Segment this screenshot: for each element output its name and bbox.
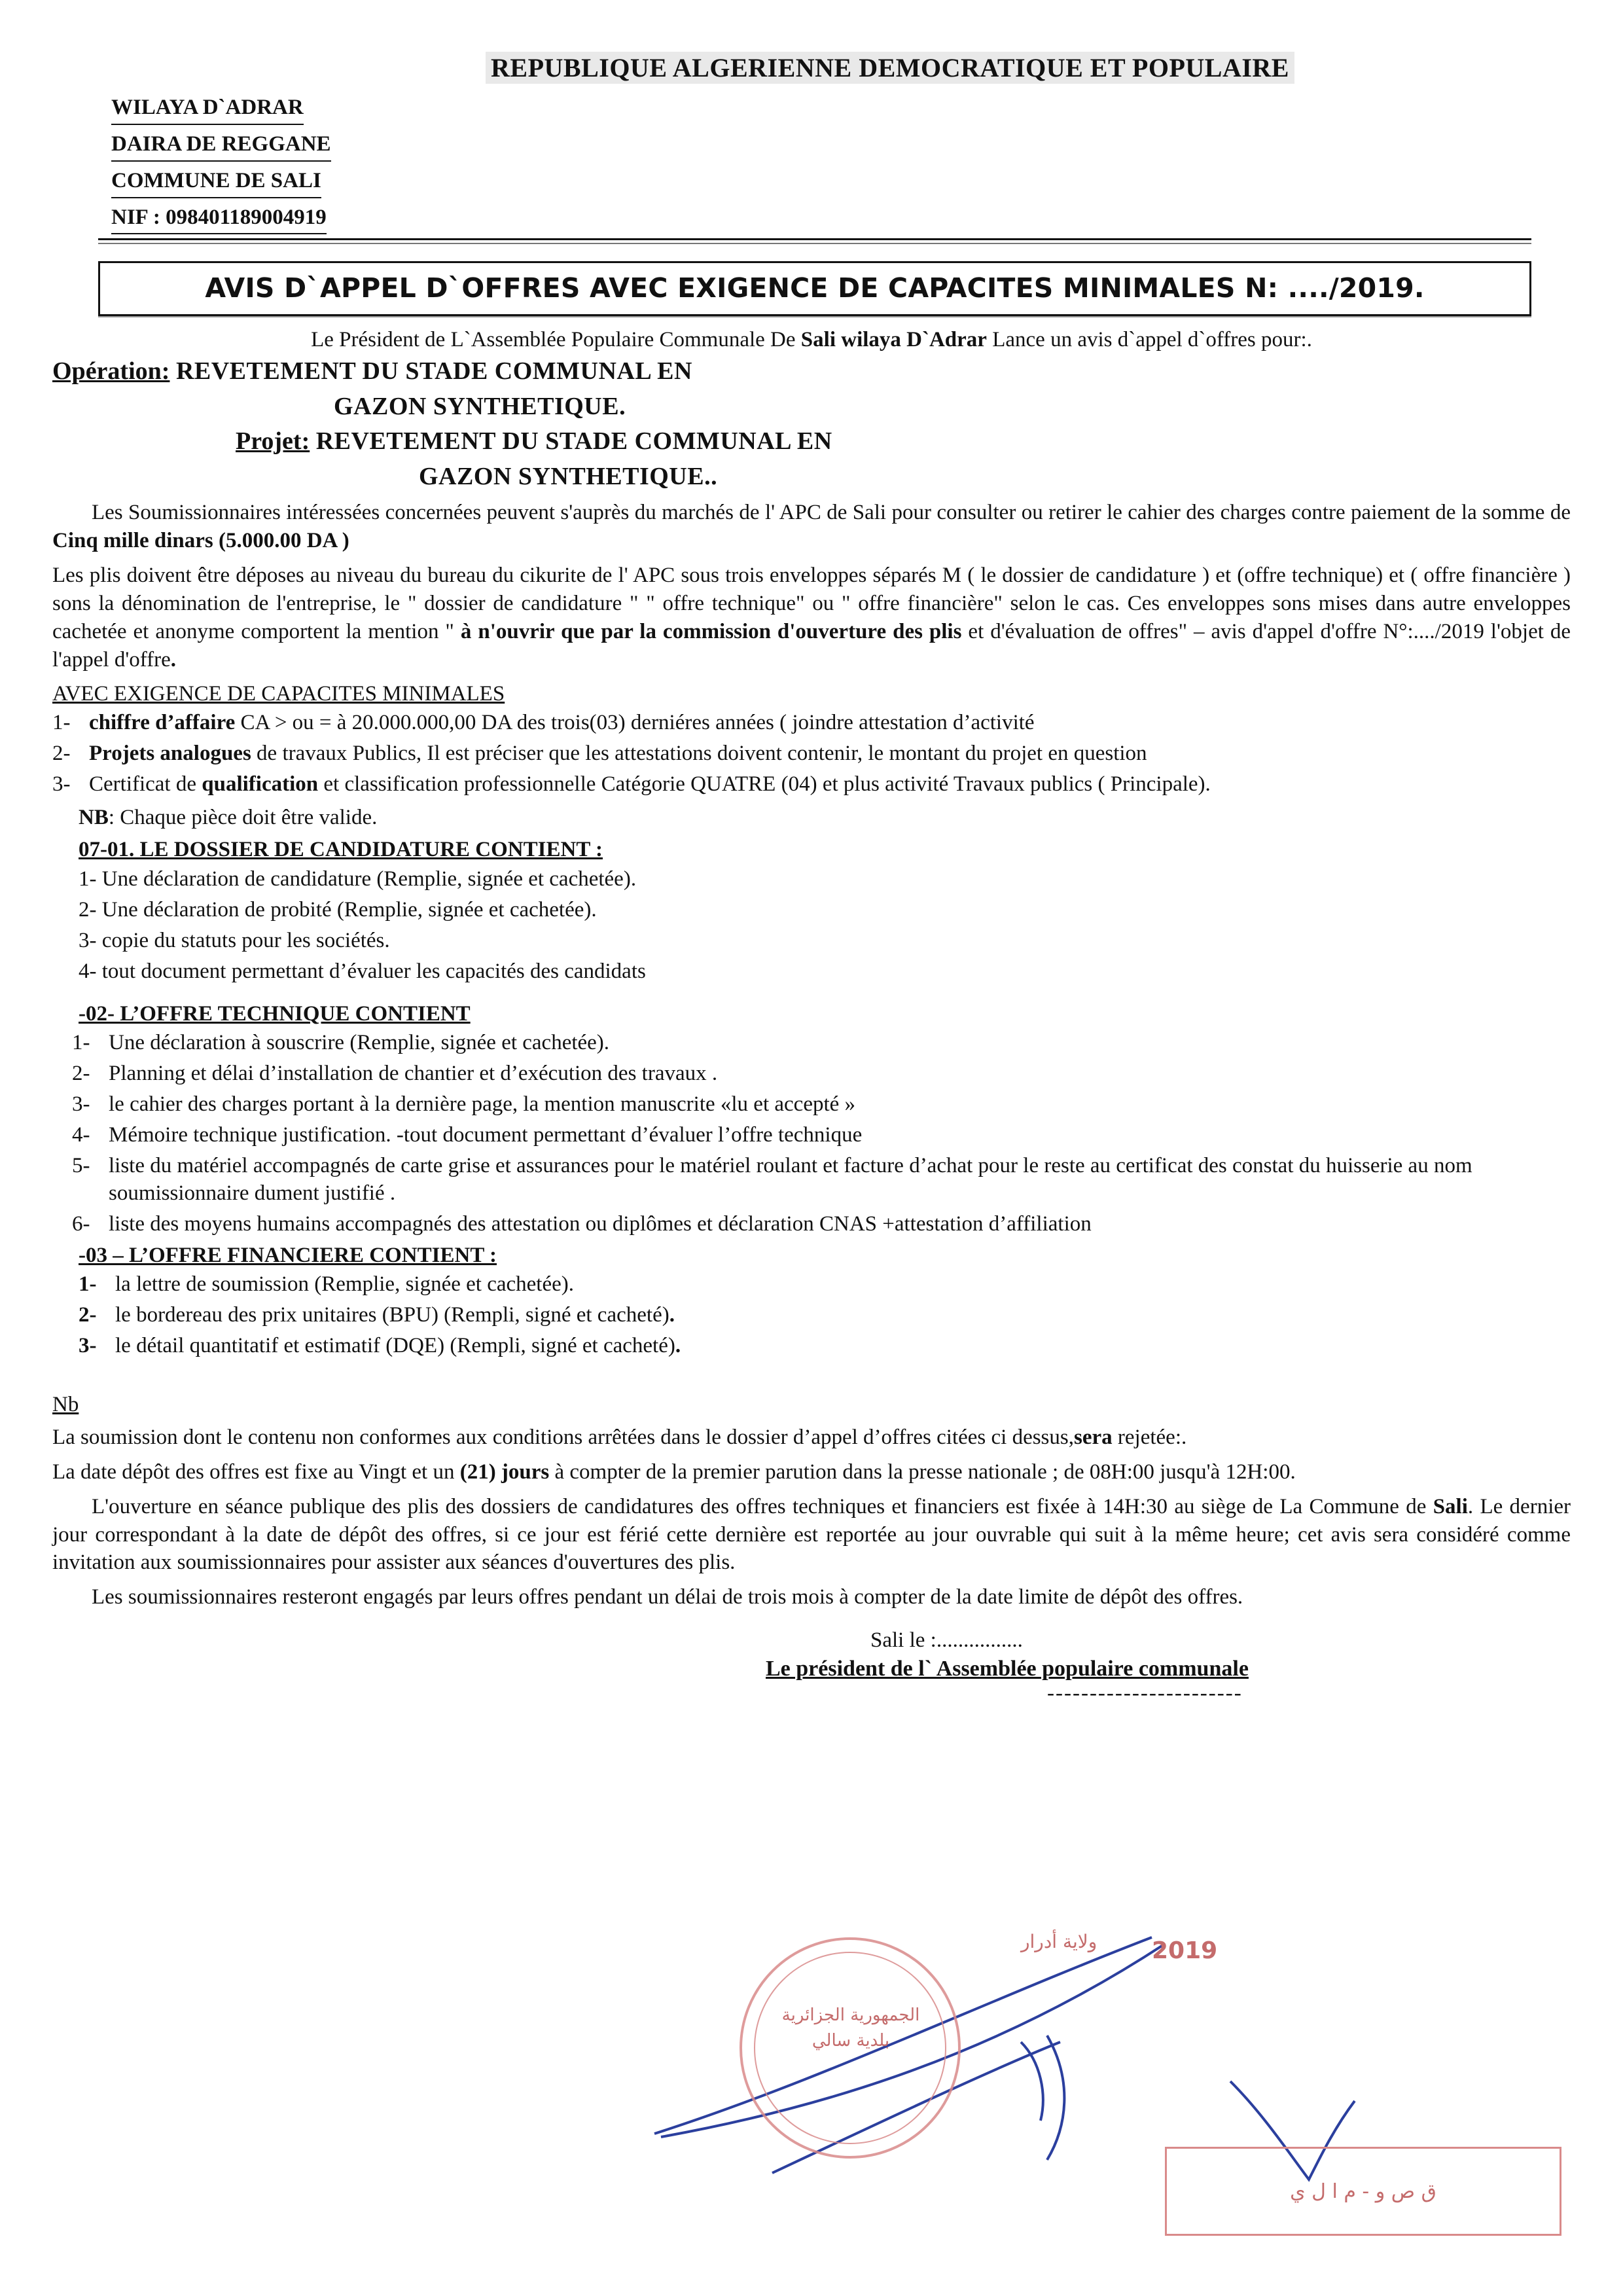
list-item (79, 1270, 1571, 1299)
list-item: 4- tout document permettant d’évaluer les capacités des candidats (79, 960, 646, 984)
list-item (52, 740, 1571, 768)
deadline-days: (21) jours (459, 1460, 550, 1484)
operation-line (52, 356, 1571, 387)
paragraph-envelopes-c: et d'évaluation de offres" – avis d'appel d'offre N°:..../2019 l'objet de l'appel d'offre (52, 620, 1571, 672)
capacites-list (52, 709, 1571, 798)
item-number: 3- (52, 772, 71, 796)
notice-title-box (98, 261, 1531, 316)
item-number: 2- (52, 741, 71, 765)
item-text: Planning et délai d’installation de chantier et d’exécution des travaux . (109, 1061, 718, 1085)
closing-paragraph-2 (52, 1458, 1571, 1486)
signature-place-date: Sali le :................ (870, 1628, 1023, 1653)
projet-line (236, 426, 1571, 457)
operation-label: Opération: (52, 357, 170, 386)
commune-name: Sali (1433, 1494, 1468, 1518)
signature-dashes: ----------------------- (1047, 1681, 1243, 1706)
closing-p3a: L'ouverture en séance publique des plis des dossiers de candidatures des offres techniques et financiers est fixée à 14H:30 au siège de La Commune de (92, 1494, 1433, 1518)
item-number: 1- (79, 1272, 97, 1297)
financiere-list (79, 1270, 1571, 1360)
list-item (52, 709, 1571, 737)
item-number: 4- (72, 1122, 90, 1147)
item-bold: Projets analogues (89, 741, 251, 765)
closing-p2c: à compter de la premier parution dans la presse nationale ; de 08H:00 jusqu'à 12H:00. (549, 1460, 1296, 1484)
projet-label: Projet: (236, 427, 310, 456)
round-stamp-line2: بلدية سالي (812, 2031, 890, 2051)
list-item (52, 770, 1571, 798)
divider-under-title (98, 316, 1531, 319)
item-text: de travaux Publics, Il est préciser que les attestations doivent contenir, le montant du projet en question (251, 741, 1147, 765)
lead-part1: Le Président de L`Assemblée Populaire Communale De (311, 328, 801, 352)
capacites-heading: AVEC EXIGENCE DE CAPACITES MINIMALES (52, 681, 505, 706)
list-item: 1- Une déclaration de candidature (Remplie, signée et cachetée). (79, 867, 637, 891)
wilaya-line: WILAYA D`ADRAR (111, 92, 304, 125)
item-text: la lettre de soumission (Remplie, signée et cachetée). (115, 1272, 574, 1297)
technique-heading: -02- L’OFFRE TECHNIQUE CONTIENT (79, 1001, 471, 1026)
paragraph-purchase (52, 499, 1571, 555)
signature-block (52, 1628, 1571, 1706)
operation-value-2: GAZON SYNTHETIQUE. (334, 392, 626, 420)
list-item: 2- Une déclaration de probité (Remplie, signée et cachetée). (79, 898, 597, 922)
item-text: liste des moyens humains accompagnés des attestation ou diplômes et déclaration CNAS +attestation d’affiliation (109, 1212, 1092, 1236)
item-tail: . (669, 1303, 675, 1327)
projet-value-1: REVETEMENT DU STADE COMMUNAL EN (315, 427, 832, 456)
operation-line-2 (334, 391, 1571, 423)
closing-nb-label: Nb (52, 1392, 79, 1416)
projet-line-2 (419, 461, 1571, 493)
paragraph-envelopes-bold: à n'ouvrir que par la commission d'ouverture des plis (460, 620, 962, 643)
stamp-arabic-top: ولاية أدرار (1021, 1931, 1097, 1952)
candidature-heading: 07-01. LE DOSSIER DE CANDIDATURE CONTIENT : (79, 838, 603, 862)
paragraph-purchase-text: Les Soumissionnaires intéressées concernées peuvent s'auprès du marchés de l' APC de Sali pour consulter ou retirer le cahier des charges contre paiement de la somme de (92, 501, 1571, 525)
stamp-year: 2019 (1152, 1937, 1218, 1964)
nif-line: NIF : 098401189004919 (111, 202, 327, 235)
nb-label: NB (79, 806, 109, 830)
paragraph-envelopes-d: . (170, 647, 177, 672)
list-item (72, 1210, 1571, 1238)
list-item (72, 1090, 1571, 1119)
item-number: 2- (79, 1303, 97, 1327)
item-tail: . (675, 1333, 681, 1357)
item-pre: Certificat de (89, 772, 202, 796)
closing-paragraph-4: Les soumissionnaires resteront engagés par leurs offres pendant un délai de trois mois à compter de la date limite de dépôt des offres. (92, 1585, 1243, 1609)
paragraph-envelopes (52, 562, 1571, 674)
item-number: 3- (72, 1092, 90, 1116)
lead-part2: Lance un avis d`appel d`offres pour:. (986, 328, 1312, 352)
item-bold: qualification (202, 772, 319, 796)
closing-p1a: La soumission dont le contenu non conformes aux conditions arrêtées dans le dossier d’appel d’offres citées ci dessus, (52, 1425, 1074, 1449)
item-text: Une déclaration à souscrire (Remplie, signée et cachetée). (109, 1030, 610, 1054)
list-item (79, 1301, 1571, 1329)
item-text: le détail quantitatif et estimatif (DQE) (Rempli, signé et cacheté) (115, 1333, 675, 1357)
republic-heading (432, 52, 1348, 83)
item-number: 1- (72, 1030, 90, 1054)
paragraph-envelopes-a: Les plis doivent être déposes au niveau du bureau du cikurite de l' APC sous trois enveloppes séparés M ( le dossier de candidature ) et (offre technique) et ( offre financière ) sons la dénomination de l'entreprise, le " dossier de candidature " " offre technique" ou " offre financière" selon le cas. Ces enveloppes sons mises dans autre enveloppes cachetée et anonyme comportent la mention " (52, 564, 1571, 643)
closing-p1b: sera (1074, 1425, 1113, 1449)
item-number: 2- (72, 1061, 90, 1085)
divider-top (98, 238, 1531, 244)
item-number: 5- (72, 1153, 90, 1177)
closing-paragraph-1 (52, 1424, 1571, 1452)
closing-p1c: rejetée (1112, 1425, 1175, 1449)
commune-line: COMMUNE DE SALI (111, 166, 321, 198)
candidature-list (79, 865, 1571, 986)
technique-list (72, 1029, 1571, 1238)
projet-value-2: GAZON SYNTHETIQUE.. (419, 462, 718, 490)
item-number: 6- (72, 1212, 90, 1236)
nb-text: : Chaque pièce doit être valide. (108, 806, 378, 830)
item-text: CA > ou = à 20.000.000,00 DA des trois(03) derniéres années ( joindre attestation d’activité (235, 710, 1035, 734)
lead-bold: Sali wilaya D`Adrar (800, 328, 987, 352)
closing-p3c: . Le dernier jour correspondant à la date de dépôt des offres, si ce jour est férié cette dernière est reportée au jour ouvrable qui suit à la même heure; cet avis sera considéré comme invitation aux soumissionnaires pour assister aux séances d'ouvertures des plis. (52, 1494, 1571, 1575)
list-item: 3- copie du statuts pour les sociétés. (79, 929, 390, 953)
round-stamp-text (759, 2003, 942, 2054)
signature-title: Le président de l` Assemblée populaire communale (766, 1657, 1249, 1681)
closing-p2a: La date dépôt des offres est fixe au Vingt et un (52, 1460, 460, 1484)
item-text: le cahier des charges portant à la dernière page, la mention manuscrite «lu et accepté » (109, 1092, 856, 1116)
list-item (79, 1332, 1571, 1360)
list-item (72, 1060, 1571, 1088)
operation-value-1: REVETEMENT DU STADE COMMUNAL EN (175, 357, 692, 386)
list-item (72, 1121, 1571, 1149)
rectangular-stamp: ق ص و - م ا ل ي (1165, 2147, 1561, 2236)
financiere-heading: -03 – L’OFFRE FINANCIERE CONTIENT : (79, 1244, 497, 1268)
closing-p1d: :. (1175, 1425, 1187, 1449)
round-stamp-line1: الجمهورية الجزائرية (781, 2005, 920, 2025)
item-number: 3- (79, 1333, 97, 1357)
closing-paragraph-3 (52, 1493, 1571, 1577)
item-number: 1- (52, 710, 71, 734)
nb-validity (79, 806, 1571, 830)
price-amount: Cinq mille dinars (5.000.00 DA ) (52, 529, 349, 553)
administrative-block (111, 92, 1571, 234)
list-item (72, 1029, 1571, 1057)
list-item (72, 1152, 1571, 1208)
notice-title: AVIS D`APPEL D`OFFRES AVEC EXIGENCE DE CAPACITES MINIMALES N: ..../2019. (205, 272, 1425, 304)
lead-sentence (52, 328, 1571, 352)
item-text: le bordereau des prix unitaires (BPU) (Rempli, signé et cacheté) (115, 1303, 669, 1327)
item-text: liste du matériel accompagnés de carte grise et assurances pour le matériel roulant et facture d’achat pour le reste au certificat des constat du huisserie au nom soumissionnaire dument justifié . (109, 1153, 1472, 1206)
daira-line: DAIRA DE REGGANE (111, 129, 331, 162)
item-text: Mémoire technique justification. -tout document permettant d’évaluer l’offre technique (109, 1122, 863, 1147)
item-text: et classification professionnelle Catégorie QUATRE (04) et plus activité Travaux publics ( Principale). (318, 772, 1211, 796)
republic-heading-text: REPUBLIQUE ALGERIENNE DEMOCRATIQUE ET POPULAIRE (486, 52, 1294, 84)
item-bold: chiffre d’affaire (89, 710, 236, 734)
